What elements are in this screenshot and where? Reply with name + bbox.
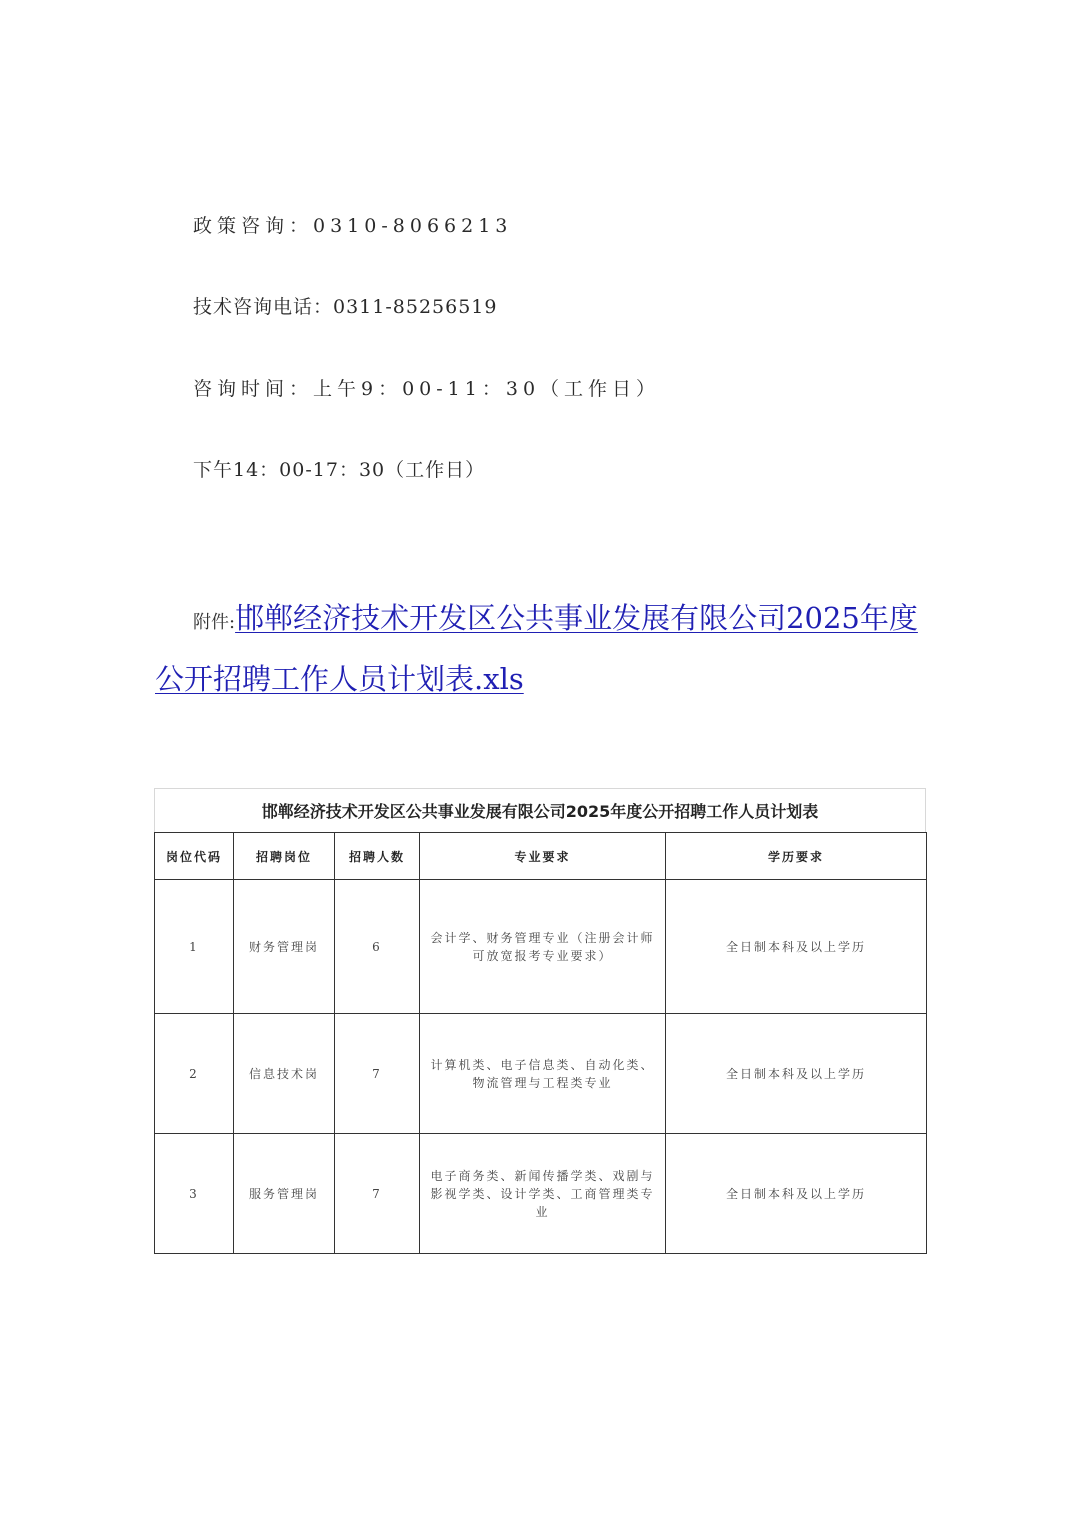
cell-position: 财务管理岗 [234,880,335,1014]
attachment-prefix: 附件: [193,612,236,633]
recruitment-plan-table [154,788,926,1254]
cell-position: 服务管理岗 [234,1134,335,1254]
header-position-code: 岗位代码 [155,833,234,880]
cell-major-requirement: 电子商务类、新闻传播学类、戏剧与影视学类、设计学类、工商管理类专业 [420,1134,666,1254]
consult-hours-am: 咨询时间：上午9：00-11：30（工作日） [193,378,661,400]
cell-major-requirement: 会计学、财务管理专业（注册会计师可放宽报考专业要求） [420,880,666,1014]
header-headcount: 招聘人数 [335,833,420,880]
table-title: 邯郸经济技术开发区公共事业发展有限公司2025年度公开招聘工作人员计划表 [154,788,926,832]
consult-hours-pm: 下午14：00-17：30（工作日） [193,459,486,481]
attachment-paragraph [155,590,935,708]
cell-education-requirement: 全日制本科及以上学历 [666,1134,927,1254]
policy-hotline: 政策咨询：0310-8066213 [193,215,513,237]
attachment-link[interactable]: 邯郸经济技术开发区公共事业发展有限公司2025年度公开招聘工作人员计划表.xls [155,601,918,696]
tech-hotline: 技术咨询电话：0311-85256519 [193,296,498,318]
table-row [155,1134,927,1254]
cell-headcount: 7 [335,1014,420,1134]
cell-position-code: 3 [155,1134,234,1254]
cell-education-requirement: 全日制本科及以上学历 [666,880,927,1014]
cell-education-requirement: 全日制本科及以上学历 [666,1014,927,1134]
table-header-row [155,833,927,880]
table-row [155,1014,927,1134]
header-major-requirement: 专业要求 [420,833,666,880]
header-education-requirement: 学历要求 [666,833,927,880]
header-position: 招聘岗位 [234,833,335,880]
cell-headcount: 7 [335,1134,420,1254]
cell-position-code: 2 [155,1014,234,1134]
cell-position-code: 1 [155,880,234,1014]
cell-headcount: 6 [335,880,420,1014]
cell-position: 信息技术岗 [234,1014,335,1134]
table-row [155,880,927,1014]
cell-major-requirement: 计算机类、电子信息类、自动化类、物流管理与工程类专业 [420,1014,666,1134]
